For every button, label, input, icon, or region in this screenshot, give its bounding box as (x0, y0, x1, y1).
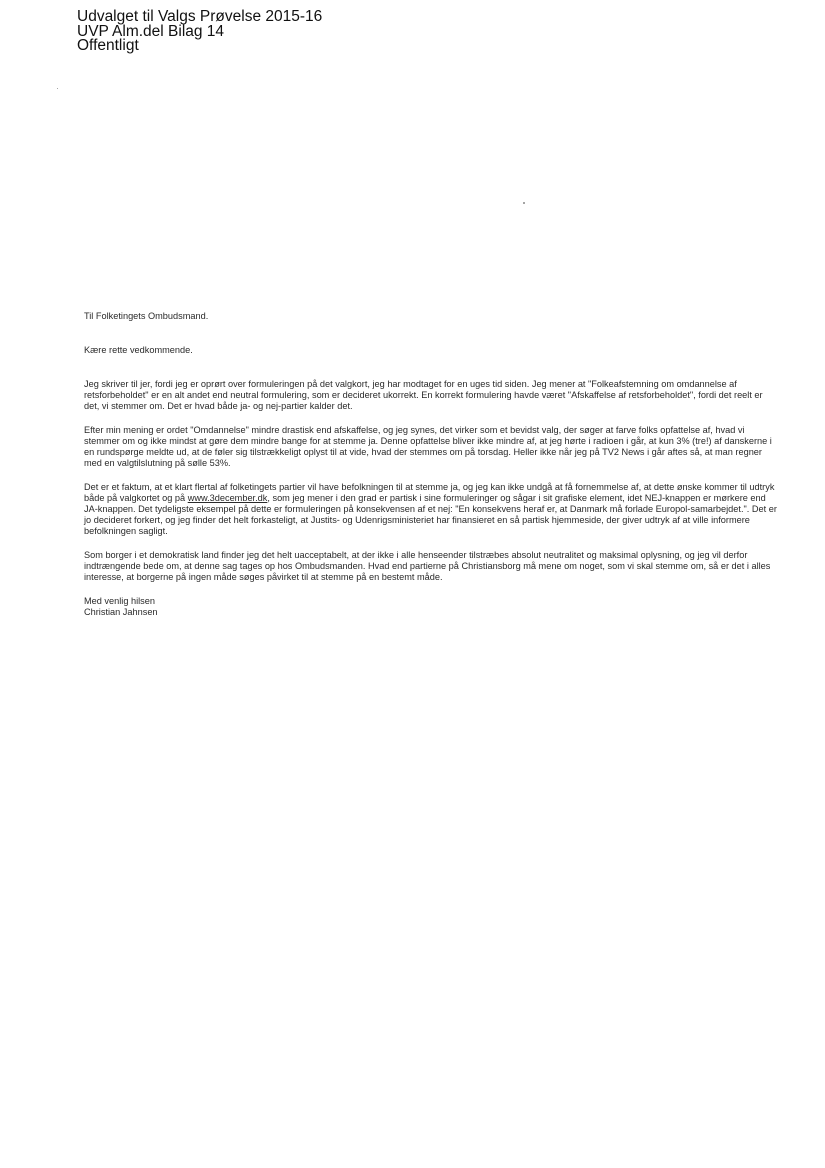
letter-paragraph-1: Jeg skriver til jer, fordi jeg er oprørt over formuleringen på det valgkort, jeg har modtaget for en uges tid siden. Jeg mener at "Folkeafstemning om omdannelse af retsforbeholdet" er en alt andet end neutral formulering, som er decideret ukorrekt. En korrekt formulering havde været "Afskaffelse af retsforbeholdet", fordi det reelt er det, vi stemmer om. Det er hvad både ja- og nej-partier kalder det. (84, 379, 763, 411)
campaign-website-link[interactable]: www.3december.dk (187, 493, 268, 503)
letter-greeting: Kære rette vedkommende. (84, 345, 193, 355)
letter-body (84, 311, 778, 618)
letter-paragraph-3 (84, 482, 778, 537)
document-reference: UVP Alm.del Bilag 14 (77, 22, 225, 40)
letter-paragraph-4: Som borger i et demokratisk land finder jeg det helt uacceptabelt, at der ikke i alle henseender tilstræbes absolut neutralitet og maksimal oplysning, og jeg vil derfor indtrængende bede om, at denne sag tages op hos Ombudsmanden. Hvad end partierne på Christiansborg må mene om noget, som vi skal stemme om, så er det i alles interesse, at borgerne på ingen måde søges påvirket til at stemme på en bestemt måde. (84, 550, 771, 582)
letter-closing: Med venlig hilsen (84, 596, 155, 606)
paragraph-3-text-start: Det er et faktum, at et klart flertal af folketingets partier vil have befolkningen til at stemme ja, og jeg kan ikke undgå at få fornemmelse af, at dette ønske kommer til udtryk både på valgkortet og på (84, 482, 775, 503)
letter-recipient: Til Folketingets Ombudsmand. (84, 311, 209, 321)
paragraph-3-text-end: , som jeg mener i den grad er partisk i sine formuleringer og sågar i sit grafiske element, idet NEJ-knappen er mørkere end JA-knappen. Det tydeligste eksempel på dette er formuleringen på konsekvensen af et nej: "En konsekvens heraf er, at Danmark må forlade Europol-samarbejdet.". Det er jo decideret forkert, og jeg finder det helt forkasteligt, at Justits- og Udenrigsministeriet har finansieret en så partisk hjemmeside, der giver udtryk af at ville informere befolkningen sagligt. (84, 493, 777, 536)
committee-title: Udvalget til Valgs Prøvelse 2015-16 (77, 8, 323, 25)
scan-speck (57, 88, 58, 89)
document-header (77, 10, 477, 54)
letter-paragraph-2: Efter min mening er ordet "Omdannelse" mindre drastisk end afskaffelse, og jeg synes, det virker som et bevidst valg, der søger at farve folks opfattelse af, hvad vi stemmer om og ikke mindst at gøre dem mindre bange for at stemme ja. Denne opfattelse bliver ikke mindre af, at jeg hørte i radioen i går, at kun 3% (tre!) af danskerne i en rundspørge meldte ud, at de føler sig tilstrækkeligt oplyst til at vide, hvad der stemmes om på torsdag. Heller ikke når jeg på TV2 News i går aftes så, at man regner med en valgtilslutning på sølle 53%. (84, 425, 772, 468)
public-status-label: Offentligt (77, 37, 139, 54)
letter-signature: Christian Jahnsen (84, 607, 158, 617)
scan-speck (523, 202, 525, 204)
